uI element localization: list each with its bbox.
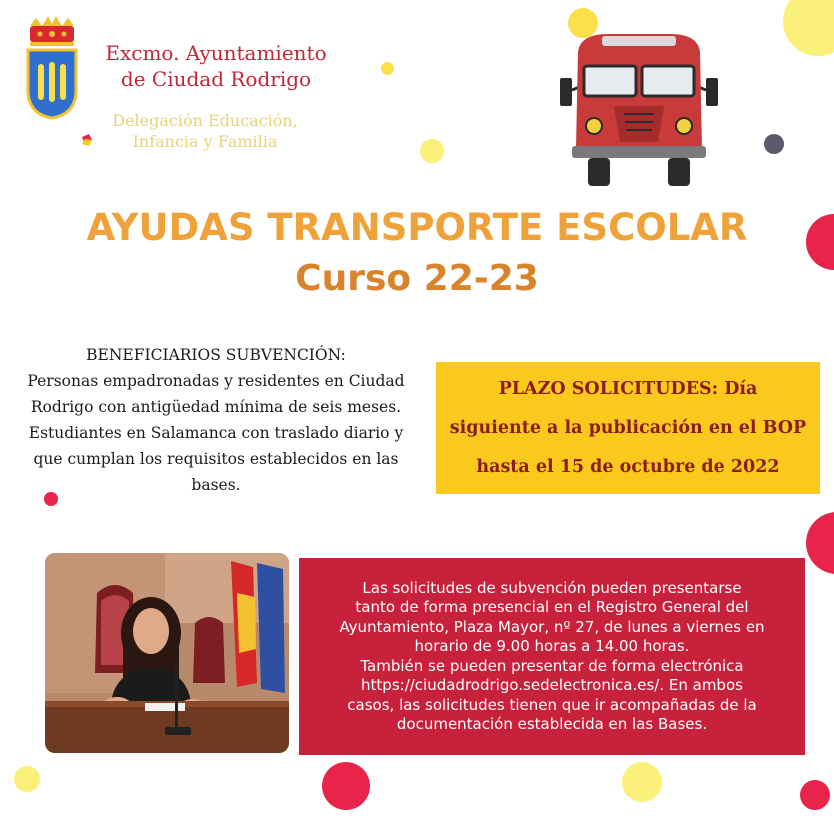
beneficiaries-heading: BENEFICIARIOS SUBVENCIÓN: bbox=[86, 346, 346, 364]
deadline-box bbox=[436, 362, 820, 494]
org-name-line: Excmo. Ayuntamiento bbox=[105, 41, 327, 65]
decor-dot bbox=[322, 762, 370, 810]
coat-of-arms-icon bbox=[24, 16, 80, 120]
beneficiaries-section bbox=[10, 342, 422, 498]
info-line: tanto de forma presencial en el Registro General del bbox=[355, 598, 749, 616]
info-line: documentación establecida en las Bases. bbox=[396, 715, 708, 733]
school-bus-icon bbox=[558, 30, 720, 190]
decor-dot bbox=[381, 62, 394, 75]
page-subtitle: Curso 22-23 bbox=[295, 258, 539, 299]
info-line: horario de 9.00 horas a 14.00 horas. bbox=[414, 637, 690, 655]
decor-dot bbox=[800, 780, 830, 810]
info-line: Ayuntamiento, Plaza Mayor, nº 27, de lunes a viernes en bbox=[339, 617, 765, 636]
official-photo bbox=[45, 553, 289, 753]
beneficiaries-line: Personas empadronadas y residentes en Ciudad bbox=[27, 372, 405, 390]
delegation-line: Delegación Educación, bbox=[112, 111, 298, 130]
deadline-line: hasta el 15 de octubre de 2022 bbox=[476, 456, 780, 477]
beneficiaries-line: Estudiantes en Salamanca con traslado diario y bbox=[28, 424, 404, 442]
delegation-logo-mark bbox=[80, 132, 94, 146]
delegation-line: Infancia y Familia bbox=[132, 132, 278, 151]
info-line: https://ciudadrodrigo.sedelectronica.es/. En ambos bbox=[361, 676, 743, 694]
beneficiaries-line: bases. bbox=[191, 476, 241, 494]
decor-dot bbox=[764, 134, 784, 154]
deadline-text bbox=[443, 370, 813, 487]
beneficiaries-line: que cumplan los requisitos establecidos en las bbox=[33, 450, 399, 468]
page-title: AYUDAS TRANSPORTE ESCOLAR bbox=[86, 206, 748, 249]
decor-dot bbox=[420, 139, 444, 163]
application-info-box bbox=[299, 558, 805, 755]
decor-dot bbox=[783, 0, 834, 56]
org-name-line: de Ciudad Rodrigo bbox=[120, 67, 312, 91]
info-line: También se pueden presentar de forma electrónica bbox=[360, 656, 744, 675]
deadline-line: siguiente a la publicación en el BOP bbox=[449, 417, 807, 438]
organization-name bbox=[86, 40, 346, 92]
deadline-line: PLAZO SOLICITUDES: Día bbox=[498, 378, 758, 399]
decor-dot bbox=[806, 512, 834, 574]
application-info-text bbox=[307, 579, 797, 735]
beneficiaries-line: Rodrigo con antigüedad mínima de seis meses. bbox=[30, 398, 402, 416]
decor-dot bbox=[622, 762, 662, 802]
info-line: Las solicitudes de subvención pueden presentarse bbox=[362, 578, 742, 597]
info-line: casos, las solicitudes tienen que ir acompañadas de la bbox=[347, 695, 757, 714]
delegation-name bbox=[100, 110, 310, 152]
decor-dot bbox=[14, 766, 40, 792]
